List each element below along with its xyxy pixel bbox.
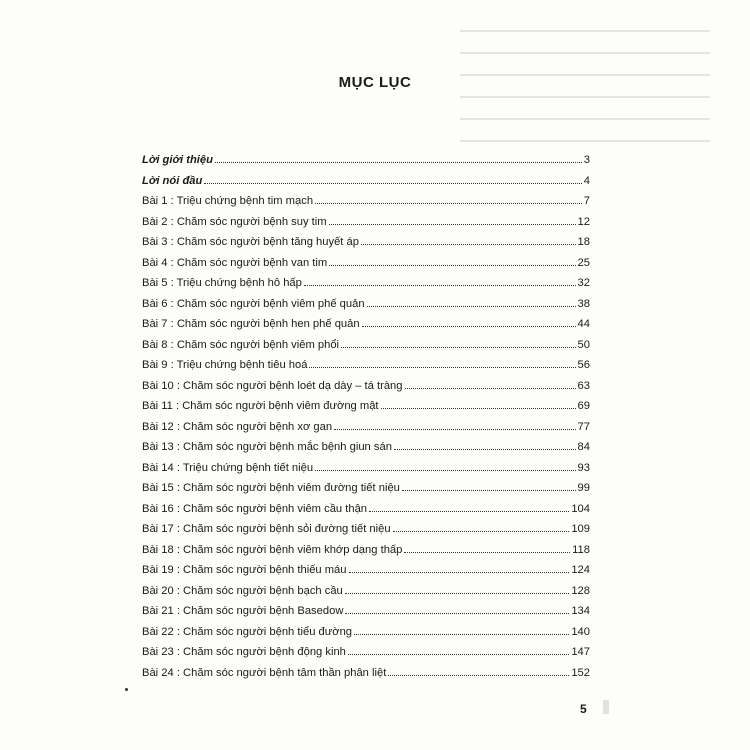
toc-entry xyxy=(142,663,590,684)
toc-entry xyxy=(142,273,590,294)
toc-entry-page: 63 xyxy=(577,379,590,392)
toc-entry-page: 38 xyxy=(577,297,590,310)
toc-entry-title: Bài 20 : Chăm sóc người bệnh bạch cầu xyxy=(142,584,343,597)
toc-entry-page: 4 xyxy=(583,174,590,187)
toc-entry xyxy=(142,376,590,397)
dot-leader xyxy=(304,285,576,286)
toc-entry xyxy=(142,437,590,458)
dot-leader xyxy=(388,675,569,676)
dot-leader xyxy=(348,654,569,655)
toc-entry xyxy=(142,232,590,253)
page-number: 5 xyxy=(580,702,587,716)
bleed-through-text xyxy=(460,30,750,160)
toc-entry xyxy=(142,212,590,233)
toc-entry-title: Lời giới thiệu xyxy=(142,154,213,166)
toc-entry-title: Bài 21 : Chăm sóc người bệnh Basedow xyxy=(142,605,344,617)
toc-entry-title: Bài 22 : Chăm sóc người bệnh tiểu đường xyxy=(142,625,353,638)
dot-leader xyxy=(329,265,575,266)
toc-entry-page: 44 xyxy=(577,318,590,330)
toc-entry-page: 84 xyxy=(577,441,590,453)
toc-entry-title: Bài 19 : Chăm sóc người bệnh thiếu máu xyxy=(142,564,347,576)
toc-entry-page: 140 xyxy=(571,625,590,638)
toc-entry-page: 3 xyxy=(583,154,590,166)
toc-entry xyxy=(142,622,590,643)
toc-entry-title: Bài 7 : Chăm sóc người bệnh hen phế quản xyxy=(142,318,360,330)
toc-entry-page: 56 xyxy=(577,359,590,371)
toc-entry-page: 18 xyxy=(577,236,590,248)
dot-leader xyxy=(362,326,576,327)
toc-entry-page: 12 xyxy=(577,215,590,228)
dot-leader xyxy=(345,593,570,594)
dot-leader xyxy=(393,531,570,532)
dot-leader xyxy=(402,490,576,491)
toc-entry-page: 93 xyxy=(577,461,590,474)
page-edge-shadow xyxy=(603,700,609,714)
toc-entry-title: Bài 10 : Chăm sóc người bệnh loét dạ dày – tá tràng xyxy=(142,379,403,392)
toc-entry xyxy=(142,519,590,540)
toc-entry xyxy=(142,355,590,376)
toc-entry-page: 118 xyxy=(572,543,590,556)
toc-entry xyxy=(142,253,590,274)
toc-entry xyxy=(142,642,590,663)
toc-entry xyxy=(142,335,590,356)
toc-entry xyxy=(142,560,590,581)
dot-leader xyxy=(367,306,576,307)
toc-entry-title: Bài 24 : Chăm sóc người bệnh tâm thần phân liệt xyxy=(142,666,387,679)
toc-entry-title: Bài 12 : Chăm sóc người bệnh xơ gan xyxy=(142,420,333,433)
page-title: MỤC LỤC xyxy=(338,74,412,91)
toc-entry-page: 104 xyxy=(571,502,590,515)
toc-entry-page: 69 xyxy=(577,400,590,412)
toc-entry-page: 77 xyxy=(577,420,590,433)
toc-entry xyxy=(142,191,590,212)
toc-entry-page: 25 xyxy=(577,256,590,269)
dot-leader xyxy=(361,244,576,245)
dot-leader xyxy=(309,367,575,368)
dot-leader xyxy=(405,388,576,389)
toc-entry xyxy=(142,458,590,479)
toc-entry-title: Bài 11 : Chăm sóc người bệnh viêm đường mật xyxy=(142,400,379,412)
toc-entry-title: Bài 14 : Triệu chứng bệnh tiết niệu xyxy=(142,461,314,474)
dot-leader xyxy=(354,634,569,635)
toc-entry-page: 128 xyxy=(571,584,590,597)
toc-entry-title: Bài 17 : Chăm sóc người bệnh sỏi đường tiết niệu xyxy=(142,523,391,535)
dot-leader xyxy=(329,224,576,225)
toc-entry-title: Bài 3 : Chăm sóc người bệnh tăng huyết áp xyxy=(142,236,359,248)
toc-entry xyxy=(142,171,590,192)
toc-entry-title: Bài 9 : Triệu chứng bệnh tiêu hoá xyxy=(142,359,308,371)
dot-leader xyxy=(341,347,576,348)
dot-leader xyxy=(381,408,576,409)
dot-leader xyxy=(394,449,576,450)
toc-entry-page: 152 xyxy=(571,666,590,679)
toc-entry-page: 50 xyxy=(577,338,590,351)
dot-leader xyxy=(215,162,582,163)
toc-entry xyxy=(142,396,590,417)
toc-entry-title: Bài 6 : Chăm sóc người bệnh viêm phế quản xyxy=(142,297,365,310)
toc-entry-title: Bài 2 : Chăm sóc người bệnh suy tim xyxy=(142,215,327,228)
dot-leader xyxy=(315,470,575,471)
toc-entry-title: Bài 1 : Triệu chứng bệnh tim mạch xyxy=(142,195,314,207)
toc-entry-title: Lời nói đầu xyxy=(142,174,203,187)
toc-entry xyxy=(142,581,590,602)
toc-entry xyxy=(142,314,590,335)
toc-entry-page: 147 xyxy=(571,646,590,658)
toc-entry-title: Bài 4 : Chăm sóc người bệnh van tim xyxy=(142,256,328,269)
dot-leader xyxy=(345,613,569,614)
dot-leader xyxy=(315,203,582,204)
toc-entry-title: Bài 13 : Chăm sóc người bệnh mắc bệnh giun sán xyxy=(142,441,392,453)
toc-entry xyxy=(142,499,590,520)
toc-entry-page: 7 xyxy=(583,195,590,207)
ink-dot xyxy=(125,688,128,691)
dot-leader xyxy=(404,552,570,553)
toc-entry-page: 32 xyxy=(577,277,590,289)
dot-leader xyxy=(334,429,575,430)
toc-entry xyxy=(142,150,590,171)
toc-entry-page: 134 xyxy=(571,605,590,617)
toc-entry-page: 124 xyxy=(571,564,590,576)
toc-entry-title: Bài 18 : Chăm sóc người bệnh viêm khớp dạng thấp xyxy=(142,543,403,556)
table-of-contents xyxy=(142,150,590,683)
toc-entry xyxy=(142,601,590,622)
toc-entry-title: Bài 5 : Triệu chứng bệnh hô hấp xyxy=(142,277,302,289)
toc-entry xyxy=(142,478,590,499)
dot-leader xyxy=(349,572,570,573)
toc-entry xyxy=(142,417,590,438)
toc-entry-page: 99 xyxy=(577,482,590,494)
toc-entry-title: Bài 8 : Chăm sóc người bệnh viêm phổi xyxy=(142,338,340,351)
toc-entry-page: 109 xyxy=(571,523,590,535)
toc-entry-title: Bài 16 : Chăm sóc người bệnh viêm cầu thận xyxy=(142,502,368,515)
toc-entry-title: Bài 15 : Chăm sóc người bệnh viêm đường tiết niệu xyxy=(142,482,400,494)
toc-entry xyxy=(142,294,590,315)
toc-entry-title: Bài 23 : Chăm sóc người bệnh động kinh xyxy=(142,646,346,658)
dot-leader xyxy=(369,511,569,512)
dot-leader xyxy=(204,183,581,184)
toc-entry xyxy=(142,540,590,561)
